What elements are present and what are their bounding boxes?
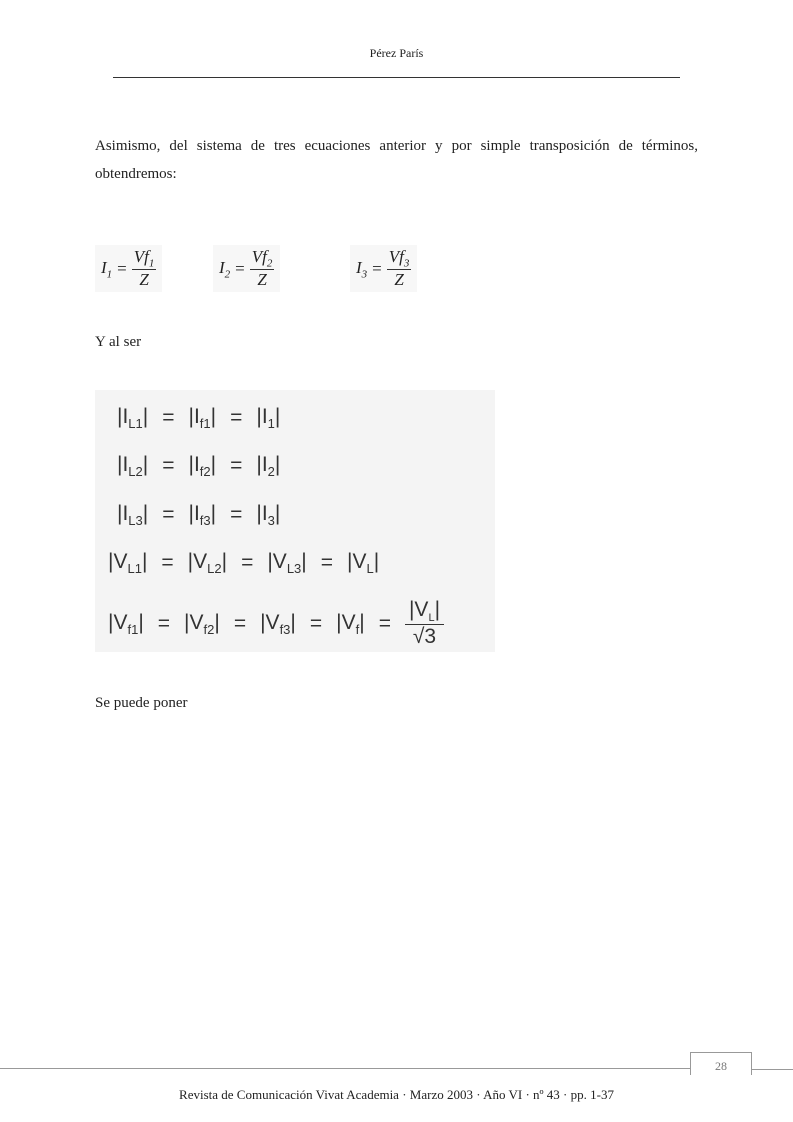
subscript: 2: [224, 267, 231, 280]
equation-lhs: $I_2$: [219, 257, 231, 280]
current-equation: [95, 245, 162, 292]
equals-sign: =: [117, 258, 127, 278]
abs-term: $|I_2|$: [256, 453, 281, 480]
equation-block: [95, 390, 495, 652]
equals-sign: =: [241, 551, 254, 575]
equals-sign: =: [233, 611, 247, 635]
subscript: f1: [199, 416, 211, 432]
equals-sign: =: [309, 611, 323, 635]
fraction: [387, 247, 412, 290]
paragraph-intro: Asimismo, del sistema de tres ecuaciones anterior y por simple transposición de términos, obtendremos:: [95, 138, 698, 182]
abs-term: $|V_{L2}|$: [187, 550, 228, 577]
abs-term: $|I_{f1}|$: [188, 405, 217, 432]
equals-sign: =: [378, 611, 391, 635]
subscript: L1: [128, 416, 143, 432]
subscript: L: [428, 612, 435, 625]
abs-term: $|I_{L1}|$: [117, 405, 149, 432]
numerator: $Vf_3$: [388, 247, 410, 270]
subscript: 3: [361, 267, 368, 280]
equals-sign: =: [372, 258, 382, 278]
subscript: L2: [128, 464, 143, 480]
abs-term: $|I_{L3}|$: [117, 502, 149, 529]
page-number: 28: [690, 1052, 752, 1075]
equals-sign: =: [162, 406, 175, 430]
abs-term: $|V_{L3}|$: [267, 550, 307, 577]
paragraph-se-puede-poner: Se puede poner: [95, 695, 188, 711]
subscript: f1: [127, 621, 139, 637]
denominator: Z: [257, 270, 267, 290]
fraction: [250, 247, 275, 290]
subscript: 1: [267, 416, 275, 432]
equals-sign: =: [320, 551, 334, 575]
fraction: [132, 247, 157, 290]
abs-term: $|V_{f3}|$: [260, 610, 296, 637]
equation-row: [108, 598, 444, 649]
footer-citation: Revista de Comunicación Vivat Academia · Marzo 2003 · Año VI · nº 43 · pp. 1-37: [179, 1087, 614, 1102]
abs-term: $|I_1|$: [256, 405, 281, 432]
subscript: L2: [207, 561, 222, 577]
denominator: √3: [412, 625, 437, 649]
subscript: 1: [148, 257, 155, 270]
denominator: Z: [139, 270, 149, 290]
footer-rule-right: [751, 1069, 793, 1070]
abs-term: $|V_{f1}|$: [108, 610, 144, 637]
paragraph-y-al-ser: Y al ser: [95, 334, 142, 350]
equation-row: [117, 453, 280, 479]
numerator: $Vf_2$: [251, 247, 273, 270]
current-equation: [213, 245, 280, 292]
equation-lhs: $I_1$: [101, 257, 113, 280]
subscript: f2: [203, 621, 215, 637]
subscript: 1: [106, 267, 113, 280]
subscript: f3: [279, 621, 291, 637]
subscript: 3: [403, 257, 410, 270]
abs-term: $|V_f|$: [336, 610, 365, 637]
denominator: Z: [394, 270, 404, 290]
abs-term: $|V_{L1}|$: [108, 550, 148, 577]
abs-term: $|I_{f2}|$: [188, 453, 217, 480]
subscript: L3: [286, 561, 302, 577]
running-header-author: Pérez París: [369, 46, 424, 60]
equals-sign: =: [230, 454, 243, 478]
numerator: $Vf_1$: [133, 247, 155, 270]
abs-term: $|V_{f2}|$: [184, 610, 220, 637]
numerator: $|V_L|$: [405, 598, 444, 625]
equation-row: [117, 502, 280, 528]
header-rule: [113, 77, 680, 78]
equals-sign: =: [162, 454, 175, 478]
subscript: L1: [127, 561, 142, 577]
abs-term: $|I_{f3}|$: [188, 502, 217, 529]
equation-lhs: $I_3$: [356, 257, 368, 280]
equals-sign: =: [161, 551, 174, 575]
abs-term: $|V_L|$: [347, 550, 380, 577]
subscript: f2: [199, 464, 211, 480]
subscript: f: [355, 621, 360, 637]
subscript: L3: [128, 513, 143, 529]
subscript: 2: [266, 257, 273, 270]
fraction: [405, 598, 444, 649]
equation-row: [108, 550, 379, 576]
equals-sign: =: [235, 258, 245, 278]
equals-sign: =: [157, 611, 171, 635]
abs-term: $|I_3|$: [256, 502, 281, 529]
subscript: 2: [267, 464, 275, 480]
subscript: f3: [199, 513, 211, 529]
equation-row: [117, 405, 280, 431]
current-equation: [350, 245, 417, 292]
footer-rule: [0, 1068, 690, 1069]
equals-sign: =: [230, 406, 243, 430]
equals-sign: =: [230, 503, 243, 527]
subscript: L: [366, 561, 374, 577]
abs-term: $|I_{L2}|$: [117, 453, 149, 480]
subscript: 3: [267, 513, 275, 529]
equals-sign: =: [162, 503, 175, 527]
